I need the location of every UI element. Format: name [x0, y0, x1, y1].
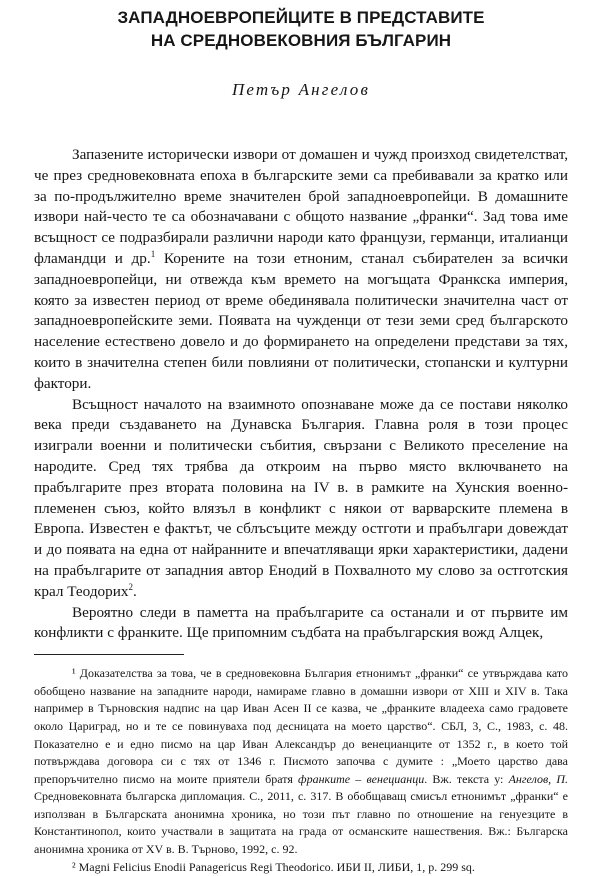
- title-line-1: ЗАПАДНОЕВРОПЕЙЦИТЕ В ПРЕДСТАВИТЕ: [117, 8, 485, 27]
- title-line-2: НА СРЕДНОВЕКОВНИЯ БЪЛГАРИН: [150, 31, 452, 50]
- paragraph-3: Вероятно следи в паметта на прабългарите са останали и от първите им конфликти с франките. Ще припомним съдбата на прабългарския вожд Алцек,: [34, 603, 568, 642]
- footnote-2: ² Magni Felicius Enodii Panagericus Regi Theodorico. ИБИ II, ЛИБИ, 1, р. 299 sq.: [72, 859, 475, 874]
- paragraph-1-text-b: Корените на този етноним, станал събирателен за всички западноевропейци, ни отвежда към времето на могъщата Франкска империя, която за известен период от време обединявала политически значителна част от западноевропейските земи. Появата на чужденци от тези земи сред българското население естествено довело и до формирането на определени представи за тях, които в значителна степен били повлияни от политически, стопански и културни фактори.: [34, 249, 568, 392]
- paragraph-2-text-b: .: [132, 582, 137, 600]
- footnote-ref-2: 2: [128, 581, 133, 592]
- article-title: [34, 6, 568, 52]
- author-name: Петър Ангелов: [231, 80, 371, 99]
- footnote-1-italic-2: Ангелов, П.: [508, 771, 568, 786]
- footnote-1-text-c: Средновековната българска дипломация. С., 2011, с. 317. В обобщаващ смисъл етнонимът „франки“ е използван в Българската анонимна хроника, но този път главно по отношение на генуезците в Константинопол, които участвали в защитата на града от османските нашествения. Вж.: Българска анонимна хроника от XV в. В. Търново, 1992, с. 92.: [34, 789, 568, 857]
- paragraph-1-text-a: Запазените исторически извори от домашен и чужд произход свидетелстват, че през средновековната епоха в българските земи са пребивавали за кратко или за по-продължително време значителен брой западноевропейци. В домашните извори най-често те са обозначавани с общото название „франки“. Зад това име всъщност се подразбирали различни народи като французи, германци, италианци фламандци и др.: [34, 146, 568, 267]
- footnote-1-text-a: ¹ Доказателства за това, че в средновековна България етнонимът „франки“ се утвърждава като обобщено название на западните народи, намираме главно в домашни извори от XIII и XIV в. Така например в Търновския надпис на цар Иван Асен II се казва, че „франките владееха само градовете около Цариград, но и те се повинуваха под десницата на моето царство“. СБЛ, 3, С., 1983, с. 48. Показателно е и едно писмо на цар Иван Александър до венецианците от 1352 г., в което той потвърждава договора си с тях от 1346 г. Писмото започва с думите : „Моето царство дава препоръчително писмо на моите приятели братя: [34, 666, 568, 786]
- paragraph-1: [34, 145, 568, 395]
- footnote-divider: [34, 654, 184, 655]
- paragraph-2: [34, 395, 568, 603]
- footnote-ref-1: 1: [150, 248, 156, 259]
- footnotes: [34, 665, 568, 876]
- paragraph-2-text-a: Всъщност началото на взаимното опознаване може да се постави няколко века преди създаването на Дунавска България. Главна роля в този процес изиграли военни и политически събития, свързани с Великото преселение на народите. Сред тях трябва да откроим на първо място включването на прабългарите през втората половина на IV в. в рамките на Хунския военно-племенен съюз, който влязъл в конфликт с някои от варварските племена в Европа. Известен е фактът, че сблъсъците между остготи и прабългари довеждат и до появата на една от найранните и впечатляващи ярки характеристики, дадени на прабългарите от западния автор Енодий в Похвалното му слово за остготския крал Теодорих: [34, 395, 568, 600]
- footnote-1-text-b: . Вж. текста у:: [424, 771, 509, 786]
- footnote-1-italic-1: франките – венецианци: [298, 771, 425, 786]
- article-body: [34, 145, 568, 644]
- footnote-1: [34, 665, 568, 859]
